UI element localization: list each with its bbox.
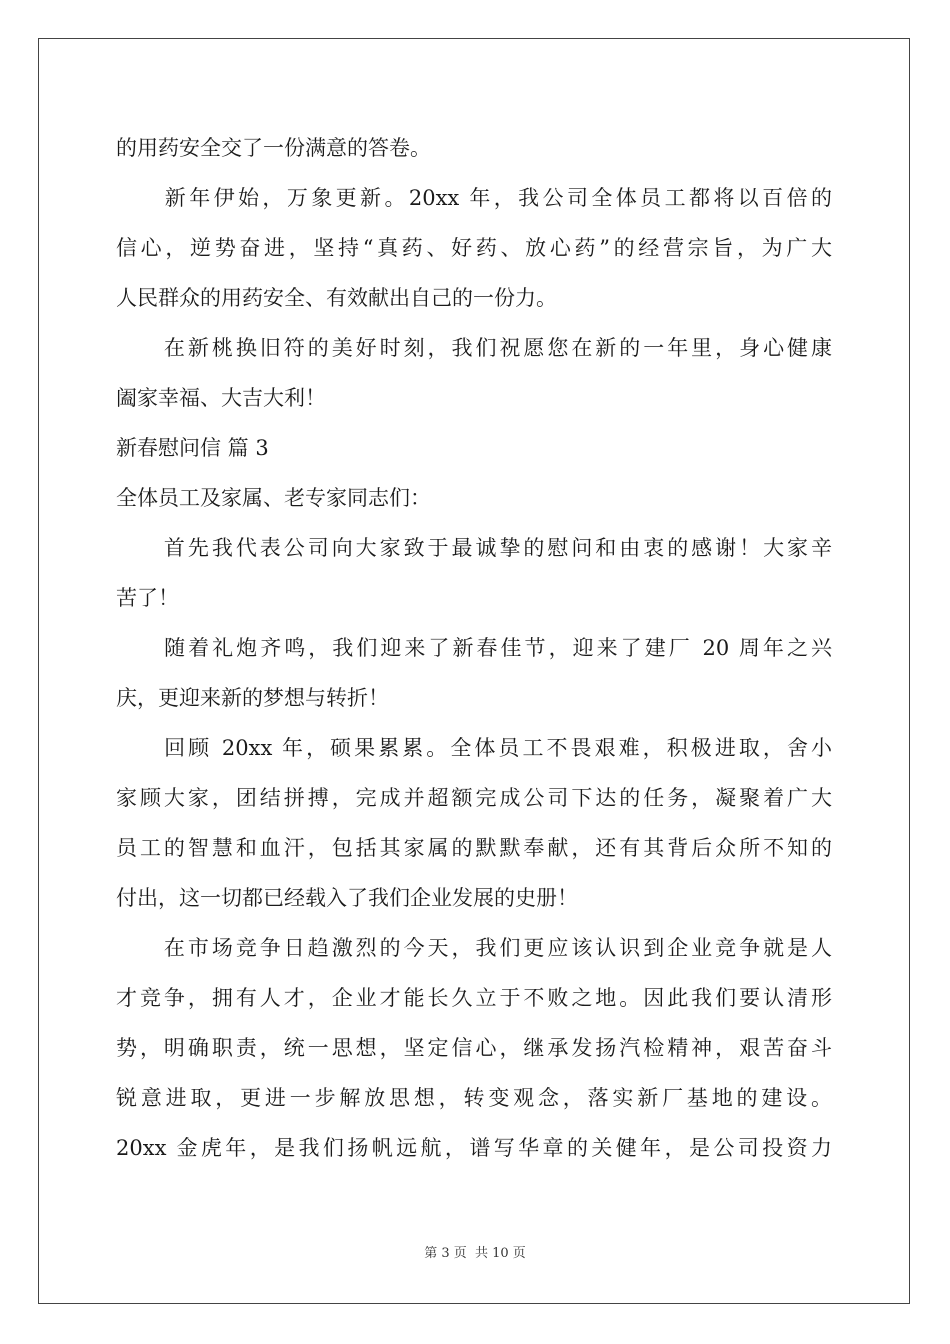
body-line: 势，明确职责，统一思想，坚定信心，继承发扬汽检精神，艰苦奋斗 xyxy=(116,1036,832,1060)
body-line: 人民群众的用药安全、有效献出自己的一份力。 xyxy=(116,286,557,310)
body-line: 阖家幸福、大吉大利！ xyxy=(116,386,326,410)
body-line: 20xx 金虎年，是我们扬帆远航，谱写华章的关健年，是公司投资力 xyxy=(116,1136,832,1160)
body-line: 员工的智慧和血汗，包括其家属的默默奉献，还有其背后众所不知的 xyxy=(116,836,832,860)
body-line: 信心，逆势奋进，坚持“真药、好药、放心药”的经营宗旨，为广大 xyxy=(116,236,832,260)
body-line: 付出，这一切都已经载入了我们企业发展的史册！ xyxy=(116,886,578,910)
page-total: 共 10 页 xyxy=(474,1246,526,1261)
body-line: 首先我代表公司向大家致于最诚挚的慰问和由衷的感谢！大家辛 xyxy=(116,536,832,560)
section-heading: 新春慰问信 篇 3 xyxy=(116,436,269,460)
body-line: 新年伊始，万象更新。20xx 年，我公司全体员工都将以百倍的 xyxy=(116,186,832,210)
body-line: 随着礼炮齐鸣，我们迎来了新春佳节，迎来了建厂 20 周年之兴 xyxy=(116,636,832,660)
salutation: 全体员工及家属、老专家同志们： xyxy=(116,486,431,510)
body-line: 锐意进取，更进一步解放思想，转变观念，落实新厂基地的建设。 xyxy=(116,1086,832,1110)
page-border xyxy=(38,38,910,1304)
body-line: 的用药安全交了一份满意的答卷。 xyxy=(116,136,431,160)
body-line: 庆，更迎来新的梦想与转折！ xyxy=(116,686,389,710)
body-line: 回顾 20xx 年，硕果累累。全体员工不畏艰难，积极进取，舍小 xyxy=(116,736,832,760)
page-number: 第 3 页 xyxy=(424,1246,467,1261)
body-line: 在市场竞争日趋激烈的今天，我们更应该认识到企业竞争就是人 xyxy=(116,936,832,960)
body-line: 才竞争，拥有人才，企业才能长久立于不败之地。因此我们要认清形 xyxy=(116,986,832,1010)
page-footer xyxy=(0,1246,950,1262)
body-line: 在新桃换旧符的美好时刻，我们祝愿您在新的一年里，身心健康 xyxy=(116,336,832,360)
body-line: 苦了！ xyxy=(116,586,179,610)
body-line: 家顾大家，团结拼搏，完成并超额完成公司下达的任务，凝聚着广大 xyxy=(116,786,832,810)
